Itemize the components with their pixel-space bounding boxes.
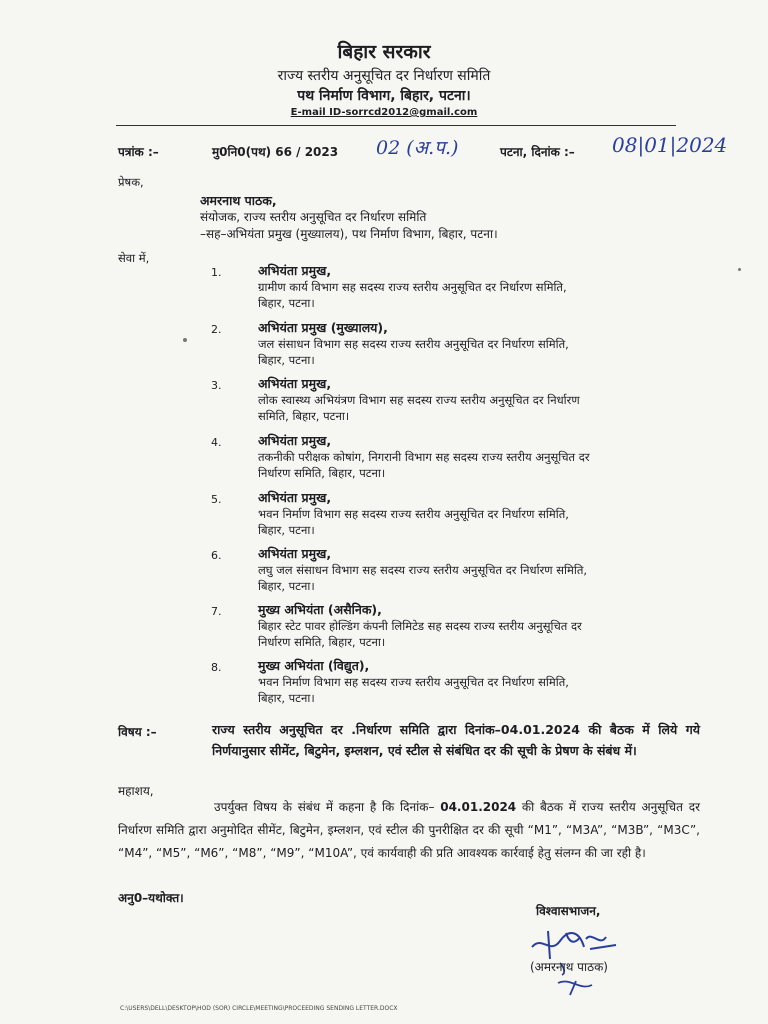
scan-speck xyxy=(183,338,187,342)
recipient-number: 8. xyxy=(211,661,222,674)
email-line: E-mail ID-sorrcd2012@gmail.com xyxy=(290,107,478,118)
body-text: की बैठक में राज्य स्तरीय अनुसूचित दर निर्धारण समिति द्वारा अनुमोदित सीमेंट, बिटुमेन, इम्लशन, एवं स्टील की पुनरीक्षित दर की सूची “M1”, “M3A”, “M3B”, “M3C”, “M4”, “M5”, “M6”, “M8”, “M9”, “M10A”, एवं कार्यवाही की प्रति आवश्यक कार्रवाई हेतु संलग्न की जा रही है। xyxy=(118,800,700,860)
recipient-body xyxy=(258,263,698,311)
recipient-line: बिहार, पटना। xyxy=(258,691,315,705)
sender-line: –सह–अभियंता प्रमुख (मुख्यालय), पथ निर्माण विभाग, बिहार, पटना। xyxy=(200,227,498,241)
sender-block xyxy=(200,192,498,243)
recipient-number: 2. xyxy=(211,323,222,336)
department-heading: पथ निर्माण विभाग, बिहार, पटना। xyxy=(297,88,471,104)
recipient-body xyxy=(258,320,698,368)
committee-heading: राज्य स्तरीय अनुसूचित दर निर्धारण समिति xyxy=(277,68,491,84)
recipient-line: बिहार, पटना। xyxy=(258,579,315,593)
recipient-title: अभियंता प्रमुख, xyxy=(258,376,332,391)
recipient-line: भवन निर्माण विभाग सह सदस्य राज्य स्तरीय अनुसूचित दर निर्धारण समिति, xyxy=(258,507,569,521)
recipient-number: 3. xyxy=(211,379,222,392)
ref-label: पत्रांक :– xyxy=(118,145,159,159)
subject-text: राज्य स्तरीय अनुसूचित दर .निर्धारण समिति द्वारा दिनांक–04.01.2024 की बैठक में लिये गये निर्णयानुसार सीमेंट, बिटुमेन, इम्लशन, एवं स्टील से संबंधित दर की सूची के प्रेषण के संबंध में। xyxy=(212,722,700,758)
recipient-body xyxy=(258,433,698,481)
handwritten-date: 08|01|2024 xyxy=(612,133,728,157)
recipient-body xyxy=(258,658,698,706)
recipient-title: मुख्य अभियंता (विद्युत), xyxy=(258,658,370,673)
sender-name: अमरनाथ पाठक, xyxy=(200,193,277,208)
salutation: महाशय, xyxy=(118,784,154,798)
recipient-number: 5. xyxy=(211,493,222,506)
recipient-line: तकनीकी परीक्षक कोषांग, निगरानी विभाग सह सदस्य राज्य स्तरीय अनुसूचित दर xyxy=(258,450,590,464)
body-paragraph xyxy=(118,796,700,865)
org-heading: बिहार सरकार xyxy=(337,41,431,63)
recipient-line: निर्धारण समिति, बिहार, पटना। xyxy=(258,466,386,480)
recipient-title: अभियंता प्रमुख, xyxy=(258,546,332,561)
subject-label: विषय :– xyxy=(118,725,157,739)
recipient-line: समिति, बिहार, पटना। xyxy=(258,409,350,423)
body-text: उपर्युक्त विषय के संबंध में कहना है कि दिनांक– xyxy=(214,800,441,814)
sender-line: संयोजक, राज्य स्तरीय अनुसूचित दर निर्धारण समिति xyxy=(200,210,427,224)
scan-speck xyxy=(738,268,741,271)
recipient-body xyxy=(258,546,698,594)
recipient-body xyxy=(258,490,698,538)
recipient-title: अभियंता प्रमुख, xyxy=(258,263,332,278)
recipient-number: 4. xyxy=(211,436,222,449)
closing: विश्वासभाजन, xyxy=(536,904,601,918)
meeting-date: 04.01.2024 xyxy=(440,800,517,814)
sender-label: प्रेषक, xyxy=(118,175,144,189)
recipient-line: लोक स्वास्थ्य अभियंत्रण विभाग सह सदस्य राज्य स्तरीय अनुसूचित दर निर्धारण xyxy=(258,393,580,407)
recipient-title: अभियंता प्रमुख, xyxy=(258,433,332,448)
to-label: सेवा में, xyxy=(118,251,150,265)
header-rule xyxy=(116,125,676,126)
handwritten-ref-number: 02 (अ.प.) xyxy=(376,137,459,159)
recipient-line: बिहार, पटना। xyxy=(258,353,315,367)
place-date-label: पटना, दिनांक :– xyxy=(500,145,575,159)
recipient-line: भवन निर्माण विभाग सह सदस्य राज्य स्तरीय अनुसूचित दर निर्धारण समिति, xyxy=(258,675,569,689)
recipient-title: मुख्य अभियंता (असैनिक), xyxy=(258,602,382,617)
signatory-name: (अमरनाथ पाठक) xyxy=(530,960,608,974)
recipient-line: लघु जल संसाधन विभाग सह सदस्य राज्य स्तरीय अनुसूचित दर निर्धारण समिति, xyxy=(258,563,588,577)
recipient-line: ग्रामीण कार्य विभाग सह सदस्य राज्य स्तरीय अनुसूचित दर निर्धारण समिति, xyxy=(258,280,567,294)
recipient-number: 6. xyxy=(211,549,222,562)
recipient-line: बिहार स्टेट पावर होल्डिंग कंपनी लिमिटेड सह सदस्य राज्य स्तरीय अनुसूचित दर xyxy=(258,619,582,633)
file-path-footer: C:\USERS\DELL\DESKTOP\HOD (SOR) CIRCLE\MEETING\PROCEEDING SENDING LETTER.DOCX xyxy=(120,1005,398,1012)
recipient-title: अभियंता प्रमुख (मुख्यालय), xyxy=(258,320,388,335)
recipient-line: बिहार, पटना। xyxy=(258,296,315,310)
recipient-body xyxy=(258,602,698,650)
recipient-title: अभियंता प्रमुख, xyxy=(258,490,332,505)
recipient-line: निर्धारण समिति, बिहार, पटना। xyxy=(258,635,386,649)
recipient-number: 1. xyxy=(211,266,222,279)
recipient-line: बिहार, पटना। xyxy=(258,523,315,537)
recipient-number: 7. xyxy=(211,605,222,618)
ref-number: मु0नि0(पथ) 66 / 2023 xyxy=(212,145,339,159)
recipient-line: जल संसाधन विभाग सह सदस्य राज्य स्तरीय अनुसूचित दर निर्धारण समिति, xyxy=(258,337,569,351)
enclosure-note: अनु0–यथोक्त। xyxy=(118,891,184,905)
recipient-body xyxy=(258,376,698,424)
